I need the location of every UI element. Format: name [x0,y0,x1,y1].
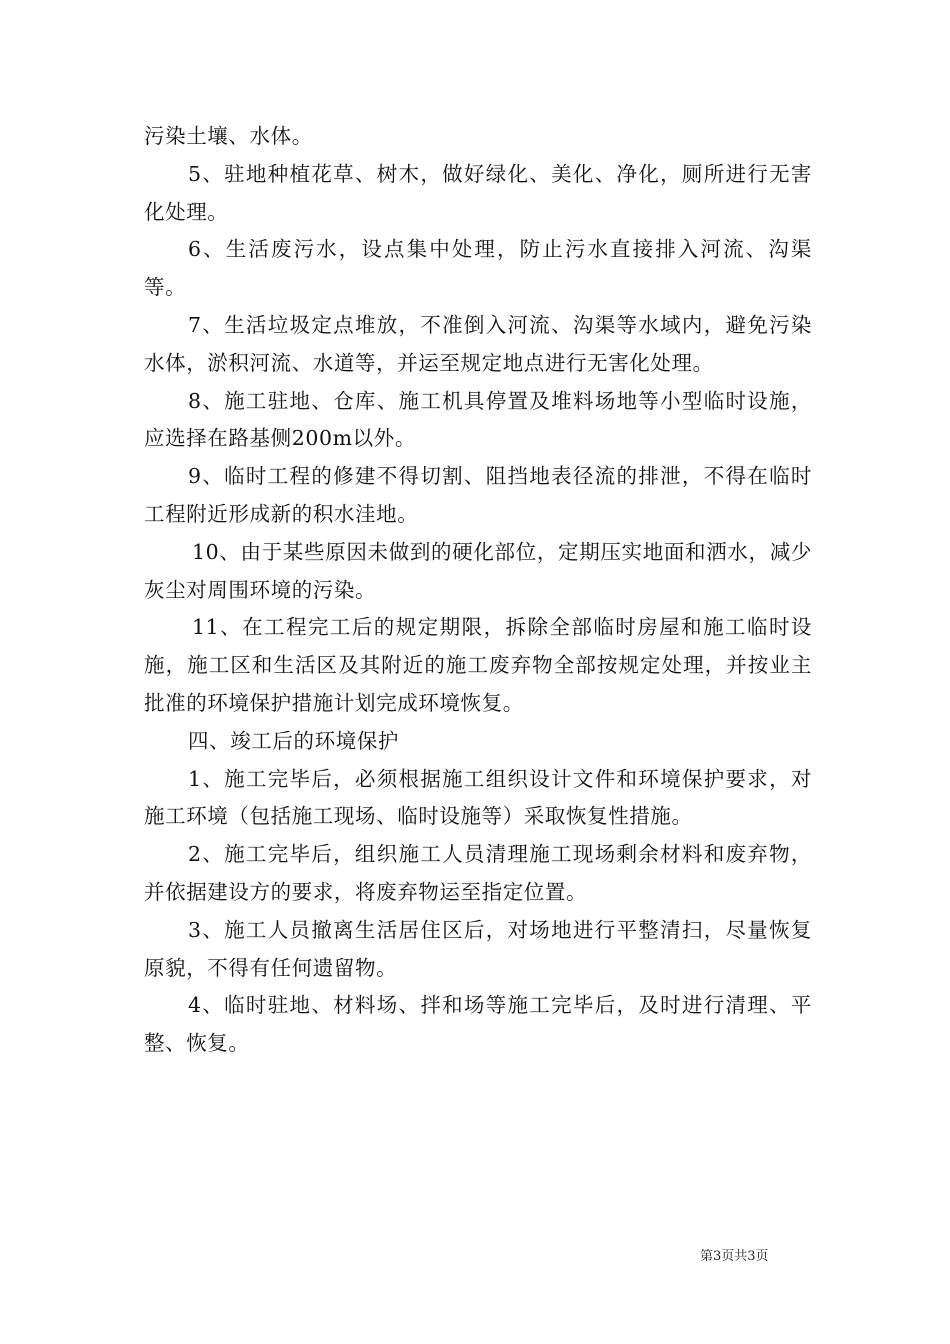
paragraph: 9、临时工程的修建不得切割、阻挡地表径流的排泄，不得在临时工程附近形成新的积水洼地。 [144,464,812,526]
paragraph: 11、在工程完工后的规定期限，拆除全部临时房屋和施工临时设施，施工区和生活区及其附近的施工废弃物全部按规定处理，并按业主批准的环境保护措施计划完成环境恢复。 [144,615,812,715]
page-number: 第3页共3页 [700,1249,769,1264]
paragraph: 污染土壤、水体。 [144,124,313,148]
paragraph: 8、施工驻地、仓库、施工机具停置及堆料场地等小型临时设施，应选择在路基侧200m以外。 [144,388,812,451]
paragraph: 10、由于某些原因未做到的硬化部位，定期压实地面和洒水，减少灰尘对周围环境的污染。 [144,539,812,602]
section-heading: 四、竣工后的环境保护 [188,728,399,753]
paragraph: 3、施工人员撤离生活居住区后，对场地进行平整清扫，尽量恢复原貌，不得有任何遗留物。 [144,917,812,980]
paragraph: 7、生活垃圾定点堆放，不准倒入河流、沟渠等水域内，避免污染水体，淤积河流、水道等，并运至规定地点进行无害化处理。 [144,312,812,375]
document-body [144,118,812,1063]
paragraph: 2、施工完毕后，组织施工人员清理施工现场剩余材料和废弃物，并依据建设方的要求，将废弃物运至指定位置。 [144,842,812,904]
paragraph: 1、施工完毕后，必须根据施工组织设计文件和环境保护要求，对施工环境（包括施工现场、临时设施等）采取恢复性措施。 [144,766,812,829]
paragraph: 5、驻地种植花草、树木，做好绿化、美化、净化，厕所进行无害化处理。 [144,161,812,224]
paragraph: 6、生活废污水，设点集中处理，防止污水直接排入河流、沟渠等。 [144,237,812,300]
paragraph: 4、临时驻地、材料场、拌和场等施工完毕后，及时进行清理、平整、恢复。 [144,993,812,1056]
